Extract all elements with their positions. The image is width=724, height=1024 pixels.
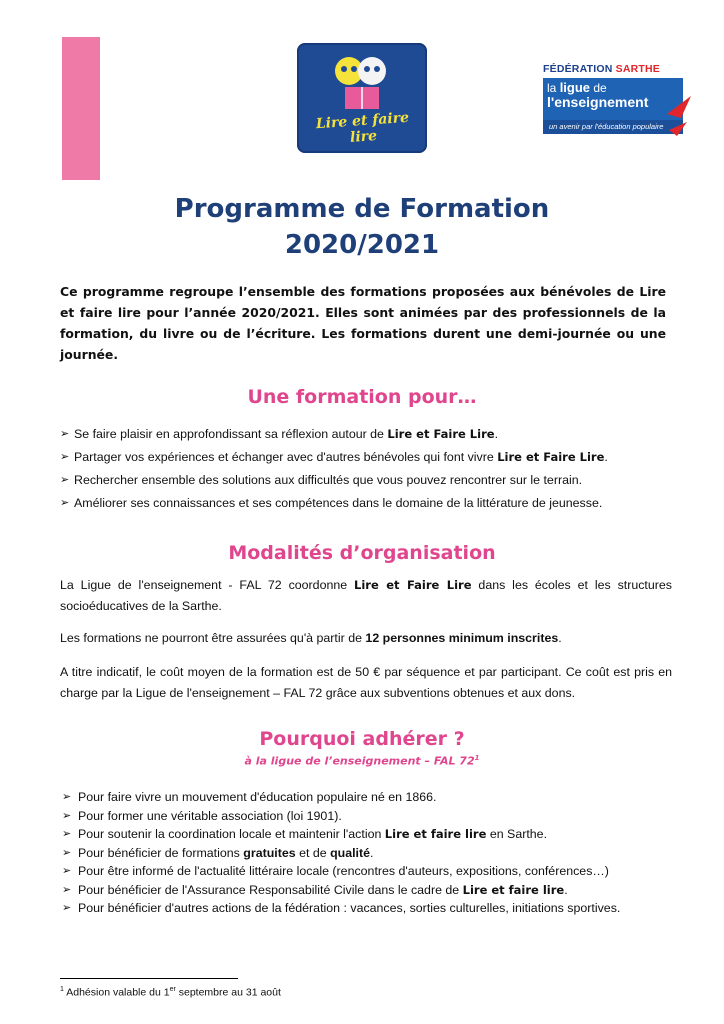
section-heading-formation: Une formation pour… <box>247 386 477 408</box>
page-title: Programme de Formation <box>174 194 550 224</box>
ligue-enseignement-logo <box>543 63 688 143</box>
modalites-paragraph-3: A titre indicatif, le coût moyen de la formation est de 50 € par séquence et par participant. Ce coût est pris en charge par la Ligue de l'enseignement – FAL 72 grâce aux subventions obtenues et aux dons. <box>60 665 672 700</box>
ligue-word-la: la <box>547 81 557 95</box>
ligue-line1 <box>547 80 607 95</box>
federation-label <box>543 63 688 75</box>
section-heading-modalites: Modalités d’organisation <box>228 542 496 564</box>
list-item: ➢ Partager vos expériences et échanger avec d'autres bénévoles qui font vivre Lire et Faire Lire. <box>60 450 680 473</box>
list-item: ➢ Rechercher ensemble des solutions aux difficultés que vous pouvez rencontrer sur le terrain. <box>60 473 680 496</box>
list-item: ➢ Pour bénéficier de l'Assurance Responsabilité Civile dans le cadre de Lire et faire lire. <box>62 883 682 902</box>
list-item: ➢ Pour former une véritable association (loi 1901). <box>62 809 682 828</box>
federation-prefix: FÉDÉRATION <box>543 63 613 75</box>
list-item: ➢ Pour bénéficier d'autres actions de la fédération : vacances, sorties culturelles, initiations sportives. <box>62 901 682 920</box>
federation-name: SARTHE <box>615 63 660 75</box>
adherer-list <box>62 790 682 920</box>
logo-wordmark: Lire et faire lire <box>315 109 410 146</box>
intro-paragraph: Ce programme regroupe l’ensemble des formations proposées aux bénévoles de Lire et faire lire pour l’année 2020/2021. Elles sont animées par des professionnels de la formation, du livre ou de l’écriture. Les formations durent une demi-journée ou une journée. <box>60 284 666 362</box>
list-item: ➢ Pour être informé de l'actualité littéraire locale (rencontres d'auteurs, expositions, conférences…) <box>62 864 682 883</box>
list-item: ➢ Pour bénéficier de formations gratuites et de qualité. <box>62 846 682 865</box>
footnote: $^1$ Adhésion valable du 1er septembre au 31 août <box>60 986 281 999</box>
list-item: ➢ Pour soutenir la coordination locale et maintenir l'action Lire et faire lire en Sarthe. <box>62 827 682 846</box>
modalites-paragraph-2: Les formations ne pourront être assurées qu'à partir de 12 personnes minimum inscrites. <box>60 631 562 645</box>
ligue-line2: l'enseignement <box>547 94 649 110</box>
modalites-paragraph-1: La Ligue de l'enseignement - FAL 72 coordonne Lire et Faire Lire dans les écoles et les structures socioéducatives de la Sarthe. <box>60 578 672 613</box>
ligue-word-de: de <box>593 81 607 95</box>
lire-et-faire-lire-logo <box>297 43 427 153</box>
page-title-year: 2020/2021 <box>284 230 440 260</box>
ligue-tagline: un avenir par l'éducation populaire <box>543 120 683 134</box>
section-subheading-adherer: à la ligue de l’enseignement – FAL $72^1$ <box>244 754 480 768</box>
pink-accent-bar <box>62 37 100 180</box>
ligue-word-ligue: ligue <box>559 80 591 95</box>
list-item: ➢ Pour faire vivre un mouvement d'éducation populaire né en 1866. <box>62 790 682 809</box>
ligue-box <box>543 78 683 134</box>
section-heading-adherer: Pourquoi adhérer ? <box>259 728 465 750</box>
red-arrow-icon <box>667 96 691 136</box>
footnote-divider <box>60 978 238 979</box>
list-item: ➢ Se faire plaisir en approfondissant sa réflexion autour de Lire et Faire Lire. <box>60 427 680 450</box>
formation-list <box>60 427 680 519</box>
list-item: ➢ Améliorer ses connaissances et ses compétences dans le domaine de la littérature de jeunesse. <box>60 496 680 519</box>
